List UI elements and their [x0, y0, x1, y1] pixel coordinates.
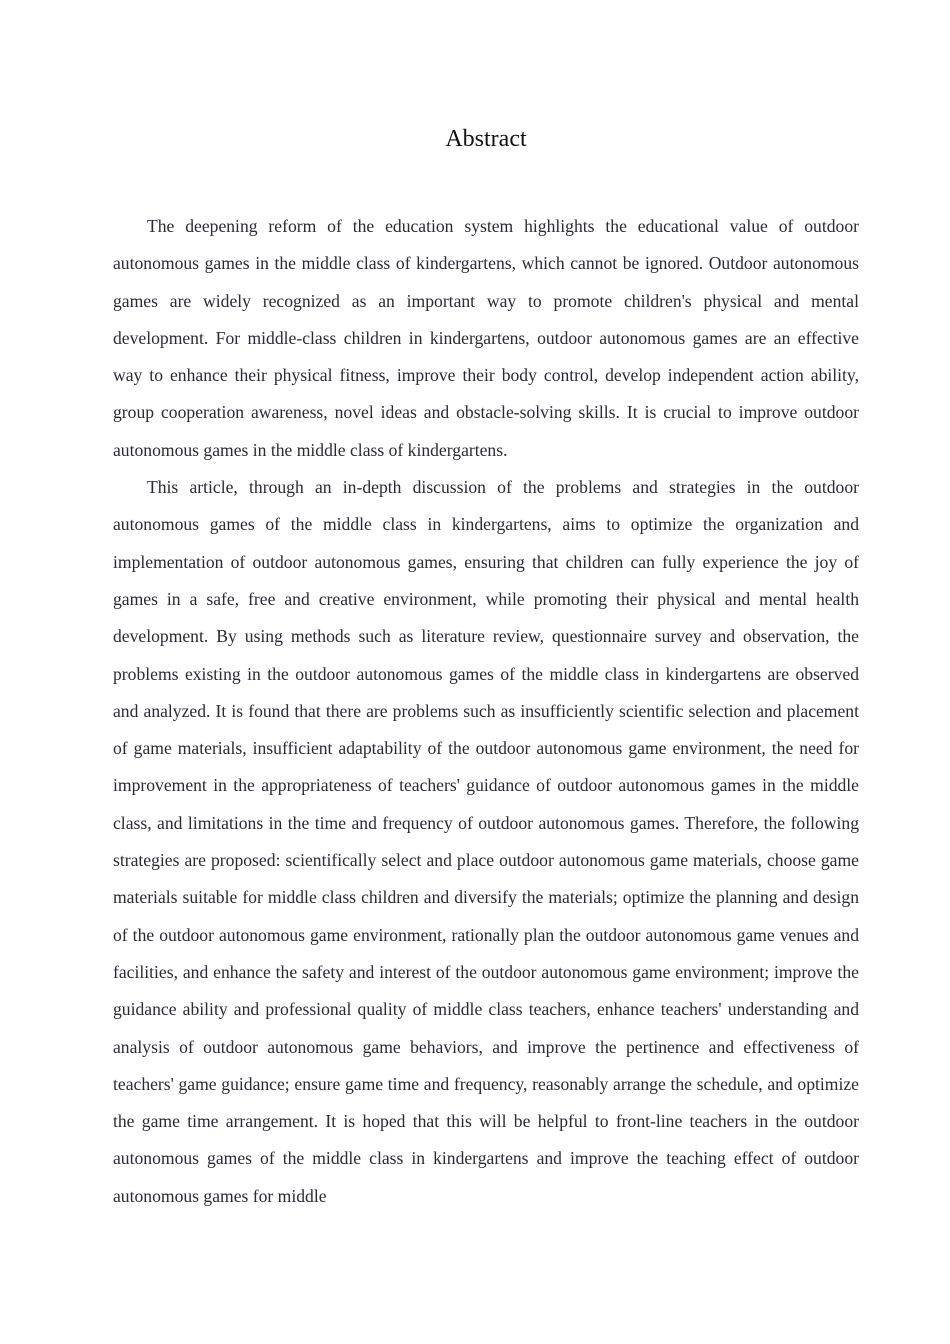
- abstract-body: [113, 208, 859, 1215]
- abstract-paragraph-2: This article, through an in-depth discussion of the problems and strategies in the outdoor autonomous games of the middle class in kindergartens, aims to optimize the organization and implementation of outdoor autonomous games, ensuring that children can fully experience the joy of games in a safe, free and creative environment, while promoting their physical and mental health development. By using methods such as literature review, questionnaire survey and observation, the problems existing in the outdoor autonomous games of the middle class in kindergartens are observed and analyzed. It is found that there are problems such as insufficiently scientific selection and placement of game materials, insufficient adaptability of the outdoor autonomous game environment, the need for improvement in the appropriateness of teachers' guidance of outdoor autonomous games in the middle class, and limitations in the time and frequency of outdoor autonomous games. Therefore, the following strategies are proposed: scientifically select and place outdoor autonomous game materials, choose game materials suitable for middle class children and diversify the materials; optimize the planning and design of the outdoor autonomous game environment, rationally plan the outdoor autonomous game venues and facilities, and enhance the safety and interest of the outdoor autonomous game environment; improve the guidance ability and professional quality of middle class teachers, enhance teachers' understanding and analysis of outdoor autonomous game behaviors, and improve the pertinence and effectiveness of teachers' game guidance; ensure game time and frequency, reasonably arrange the schedule, and optimize the game time arrangement. It is hoped that this will be helpful to front-line teachers in the outdoor autonomous games of the middle class in kindergartens and improve the teaching effect of outdoor autonomous games for middle: [113, 477, 859, 1206]
- abstract-paragraph-1: The deepening reform of the education system highlights the educational value of outdoor autonomous games in the middle class of kindergartens, which cannot be ignored. Outdoor autonomous games are widely recognized as an important way to promote children's physical and mental development. For middle-class children in kindergartens, outdoor autonomous games are an effective way to enhance their physical fitness, improve their body control, develop independent action ability, group cooperation awareness, novel ideas and obstacle-solving skills. It is crucial to improve outdoor autonomous games in the middle class of kindergartens.: [113, 216, 859, 460]
- abstract-heading: Abstract: [445, 126, 527, 152]
